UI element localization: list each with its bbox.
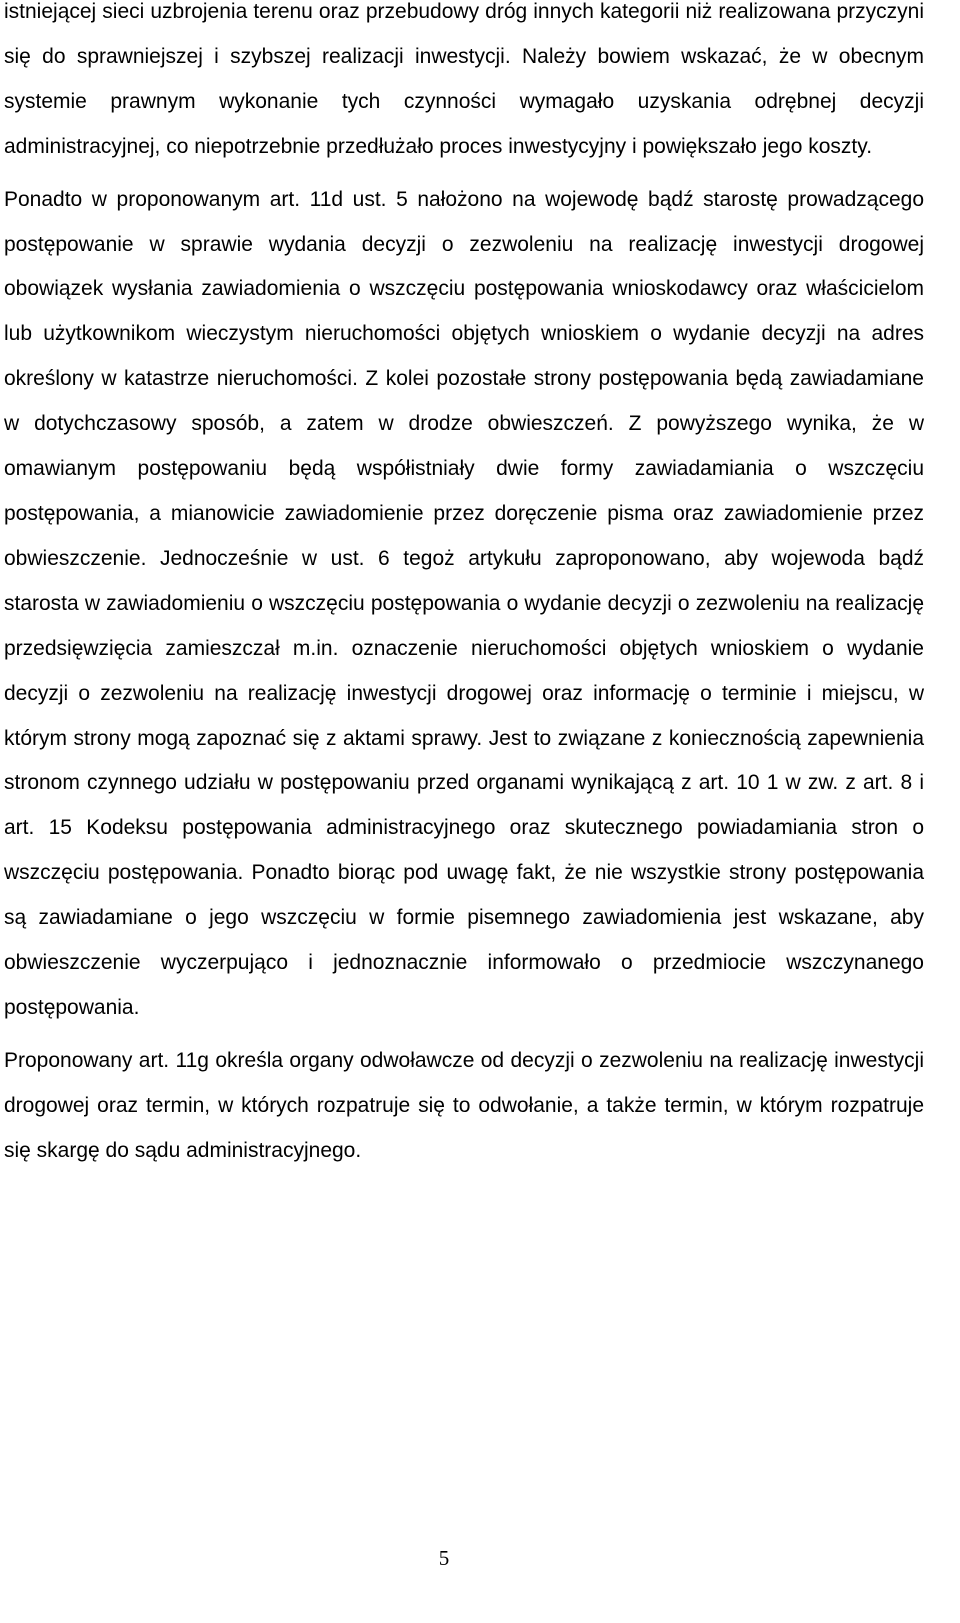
document-page [4,0,924,1174]
paragraph-3: Proponowany art. 11g określa organy odwoławcze od decyzji o zezwoleniu na realizację inwestycji drogowej oraz termin, w których rozpatruje się to odwołanie, a także termin, w którym rozpatruje się skargę do sądu administracyjnego. [4,1048,924,1162]
paragraph-1: istniejącej sieci uzbrojenia terenu oraz przebudowy dróg innych kategorii niż realizowana przyczyni się do sprawniejszej i szybszej realizacji inwestycji. Należy bowiem wskazać, że w obecnym systemie prawnym wykonanie tych czynności wymagało uzyskania odrębnej decyzji administracyjnej, co niepotrzebnie przedłużało proces inwestycyjny i powiększało jego koszty. [4,0,924,158]
page-number: 5 [438,1546,450,1570]
paragraph-2: Ponadto w proponowanym art. 11d ust. 5 nałożono na wojewodę bądź starostę prowadzącego postępowanie w sprawie wydania decyzji o zezwoleniu na realizację inwestycji drogowej obowiązek wysłania zawiadomienia o wszczęciu postępowania wnioskodawcy oraz właścicielom lub użytkownikom wieczystym nieruchomości objętych wnioskiem o wydanie decyzji na adres określony w katastrze nieruchomości. Z kolei pozostałe strony postępowania będą zawiadamiane w dotychczasowy sposób, a zatem w drodze obwieszczeń. Z powyższego wynika, że w omawianym postępowaniu będą współistniały dwie formy zawiadamiania o wszczęciu postępowania, a mianowicie zawiadomienie przez doręczenie pisma oraz zawiadomienie przez obwieszczenie. Jednocześnie w ust. 6 tegoż artykułu zaproponowano, aby wojewoda bądź starosta w zawiadomieniu o wszczęciu postępowania o wydanie decyzji o zezwoleniu na realizację przedsięwzięcia zamieszczał m.in. oznaczenie nieruchomości objętych wnioskiem o wydanie decyzji o zezwoleniu na realizację inwestycji drogowej oraz informację o terminie i miejscu, w którym strony mogą zapoznać się z aktami sprawy. Jest to związane z koniecznością zapewnienia stronom czynnego udziału w postępowaniu przed organami wynikającą z art. 10 1 w zw. z art. 8 i art. 15 Kodeksu postępowania administracyjnego oraz skutecznego powiadamiania stron o wszczęciu postępowania. Ponadto biorąc pod uwagę fakt, że nie wszystkie strony postępowania są zawiadamiane o jego wszczęciu w formie pisemnego zawiadomienia jest wskazane, aby obwieszczenie wyczerpująco i jednoznacznie informowało o przedmiocie wszczynanego postępowania. [4,187,924,1019]
